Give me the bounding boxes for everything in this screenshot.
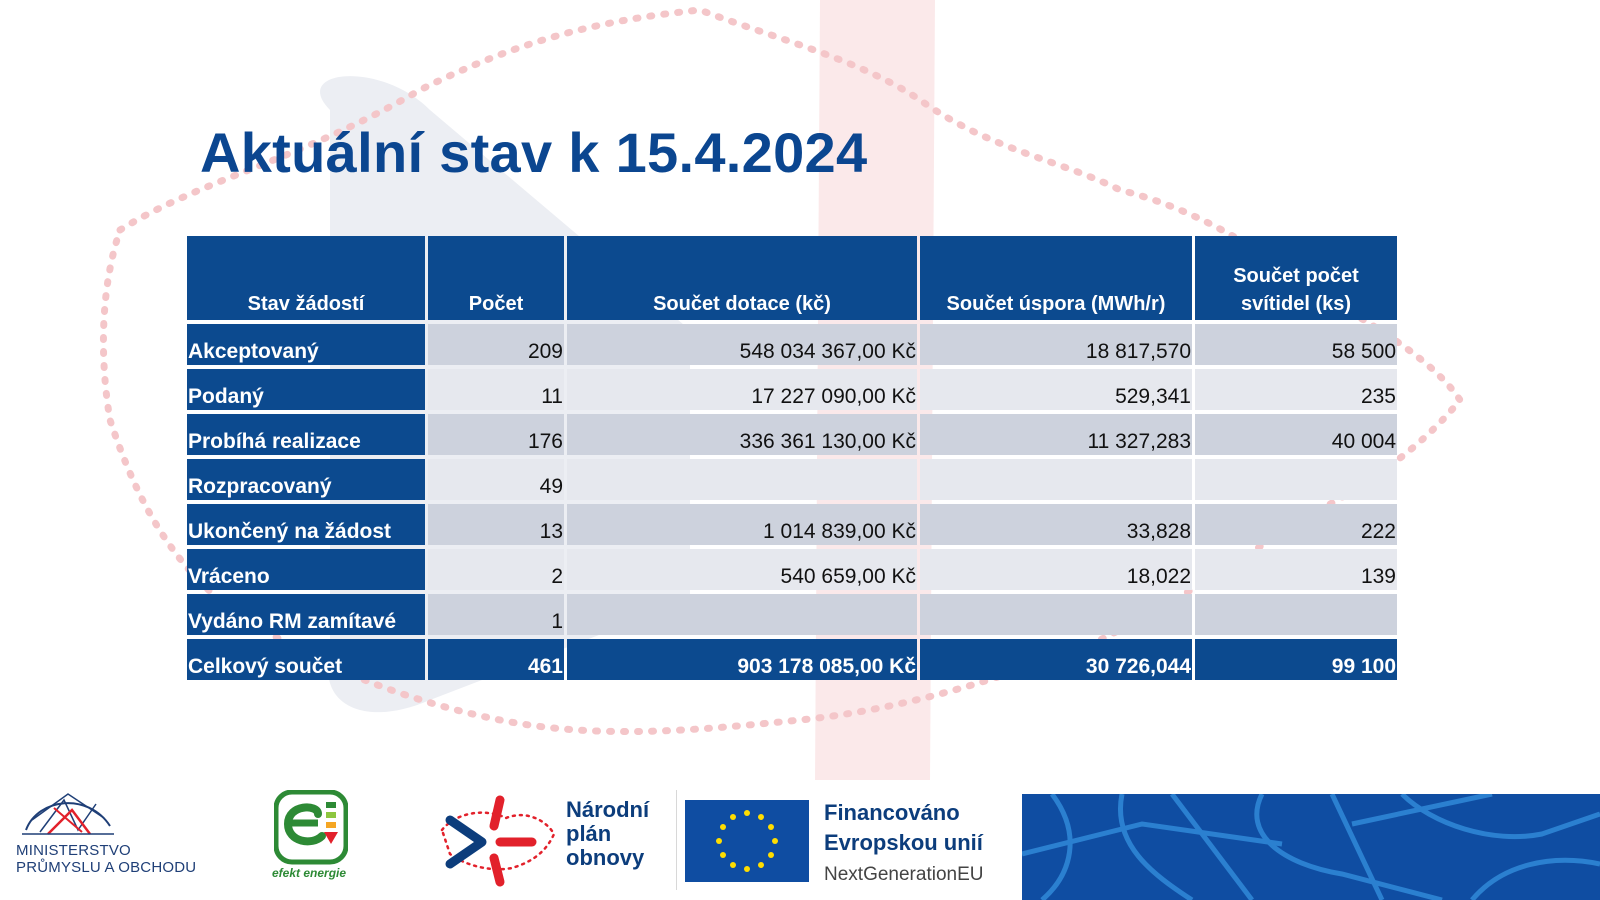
efekt-energie-text: efekt energie xyxy=(272,866,347,880)
decorative-pattern xyxy=(1022,794,1600,900)
eu-logo-line3: NextGenerationEU xyxy=(824,864,984,885)
mpo-logo-line1: MINISTERSTVO xyxy=(16,842,131,859)
cell-count: 2 xyxy=(428,549,564,590)
cell-subsidy xyxy=(567,459,917,500)
cell-lights: 139 xyxy=(1195,549,1397,590)
cell-savings xyxy=(920,459,1192,500)
column-header-lights: Součet počet svítidel (ks) xyxy=(1195,236,1397,320)
table-row xyxy=(187,369,1397,410)
npo-logo-icon xyxy=(436,790,560,890)
cell-count: 176 xyxy=(428,414,564,455)
row-label: Rozpracovaný xyxy=(187,459,425,500)
cell-count: 49 xyxy=(428,459,564,500)
cell-count: 11 xyxy=(428,369,564,410)
footer-logos xyxy=(0,790,1600,900)
total-label: Celkový součet xyxy=(187,639,425,680)
cell-count: 1 xyxy=(428,594,564,635)
cell-lights xyxy=(1195,594,1397,635)
cell-savings: 529,341 xyxy=(920,369,1192,410)
cell-lights: 58 500 xyxy=(1195,324,1397,365)
column-header-subsidy: Součet dotace (kč) xyxy=(567,236,917,320)
npo-logo-line2: plán xyxy=(566,821,612,846)
cell-subsidy: 540 659,00 Kč xyxy=(567,549,917,590)
total-count: 461 xyxy=(428,639,564,680)
status-table xyxy=(184,232,1400,684)
row-label: Akceptovaný xyxy=(187,324,425,365)
eu-logo-line1: Financováno xyxy=(824,800,960,825)
table-row xyxy=(187,324,1397,365)
cell-lights xyxy=(1195,459,1397,500)
table-row xyxy=(187,414,1397,455)
npo-logo-line1: Národní xyxy=(566,797,650,822)
npo-logo-line3: obnovy xyxy=(566,845,645,870)
cell-count: 209 xyxy=(428,324,564,365)
cell-subsidy: 548 034 367,00 Kč xyxy=(567,324,917,365)
cell-lights: 235 xyxy=(1195,369,1397,410)
npo-logo xyxy=(436,790,676,890)
cell-lights: 222 xyxy=(1195,504,1397,545)
column-header-savings: Součet úspora (MWh/r) xyxy=(920,236,1192,320)
cell-subsidy xyxy=(567,594,917,635)
total-lights: 99 100 xyxy=(1195,639,1397,680)
cell-subsidy: 1 014 839,00 Kč xyxy=(567,504,917,545)
mpo-logo xyxy=(14,790,224,890)
column-header-status: Stav žádostí xyxy=(187,236,425,320)
efekt-energie-logo xyxy=(272,790,392,890)
table-row xyxy=(187,459,1397,500)
cell-savings xyxy=(920,594,1192,635)
page-title: Aktuální stav k 15.4.2024 xyxy=(200,121,868,184)
total-savings: 30 726,044 xyxy=(920,639,1192,680)
eu-logo-line2: Evropskou unií xyxy=(824,830,983,855)
table-row xyxy=(187,504,1397,545)
row-label: Ukončený na žádost xyxy=(187,504,425,545)
eu-flag-icon xyxy=(685,800,809,882)
eu-funding-logo xyxy=(676,790,1017,890)
table-row xyxy=(187,549,1397,590)
cell-savings: 18 817,570 xyxy=(920,324,1192,365)
table-total-row xyxy=(187,639,1397,680)
row-label: Podaný xyxy=(187,369,425,410)
row-label: Probíhá realizace xyxy=(187,414,425,455)
cell-savings: 33,828 xyxy=(920,504,1192,545)
mpo-logo-line2: PRŮMYSLU A OBCHODU xyxy=(16,859,197,876)
column-header-count: Počet xyxy=(428,236,564,320)
cell-count: 13 xyxy=(428,504,564,545)
efekt-energie-logo-icon xyxy=(274,790,348,866)
row-label: Vráceno xyxy=(187,549,425,590)
cell-lights: 40 004 xyxy=(1195,414,1397,455)
cell-subsidy: 336 361 130,00 Kč xyxy=(567,414,917,455)
cell-subsidy: 17 227 090,00 Kč xyxy=(567,369,917,410)
cell-savings: 18,022 xyxy=(920,549,1192,590)
cell-savings: 11 327,283 xyxy=(920,414,1192,455)
table-header-row xyxy=(187,236,1397,320)
mpo-logo-icon xyxy=(18,790,118,842)
row-label: Vydáno RM zamítavé xyxy=(187,594,425,635)
total-subsidy: 903 178 085,00 Kč xyxy=(567,639,917,680)
table-row xyxy=(187,594,1397,635)
